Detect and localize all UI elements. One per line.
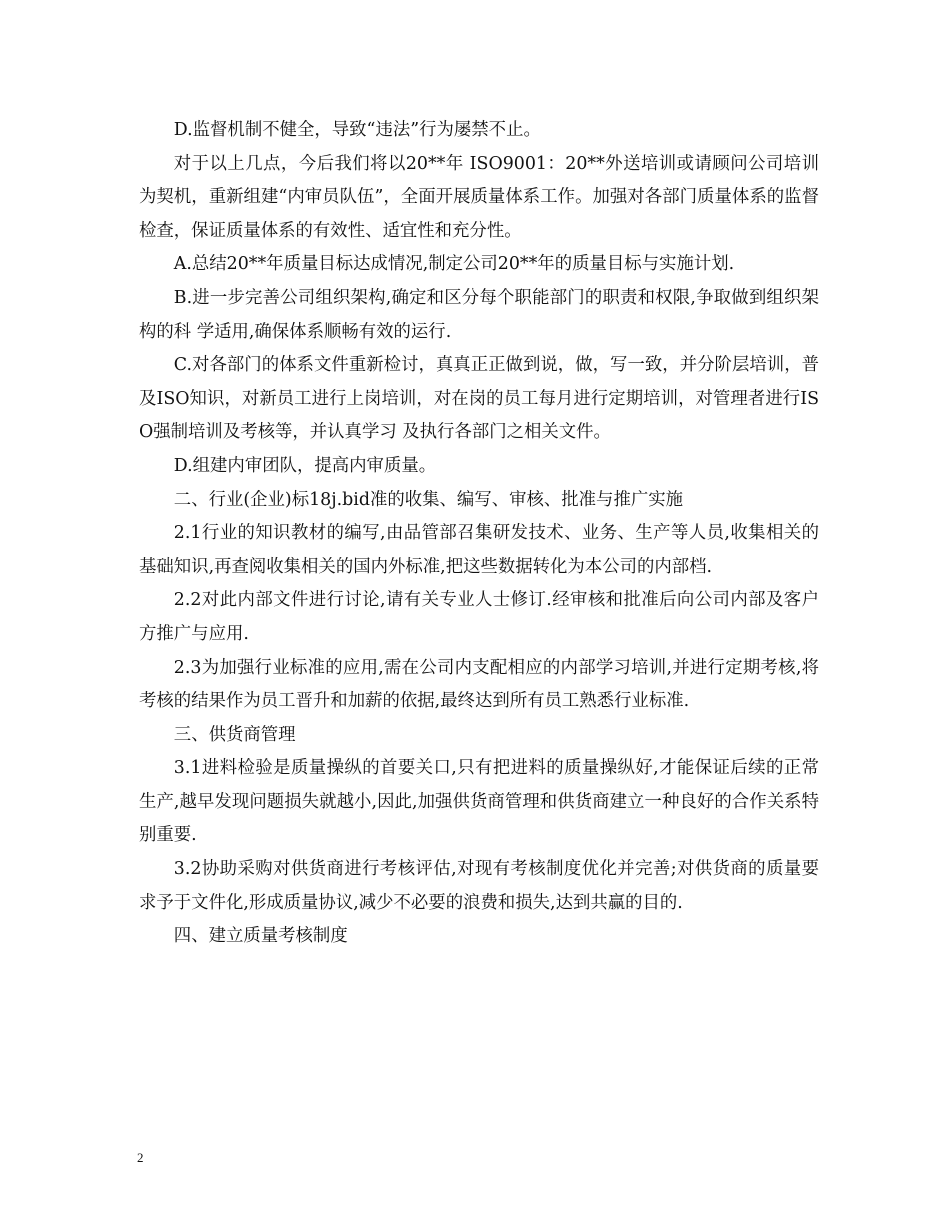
paragraph-2-1: 2.1行业的知识教材的编写,由品管部召集研发技术、业务、生产等人员,收集相关的基础知识,再查阅收集相关的国内外标准,把这些数据转化为本公司的内部档.	[139, 523, 819, 577]
paragraph-6: D.组建内审团队，提高内审质量。	[173, 455, 437, 476]
section-heading-2: 二、行业(企业)标18j.bid准的收集、编写、审核、批准与推广实施	[173, 489, 684, 510]
paragraph-3: A.总结20**年质量目标达成情况,制定公司20**年的质量目标与实施计划.	[173, 254, 735, 275]
page-number: 2	[137, 1150, 144, 1165]
document-body	[139, 114, 819, 954]
paragraph-3-2: 3.2协助采购对供货商进行考核评估,对现有考核制度优化并完善;对供货商的质量要求予于文件化,形成质量协议,减少不必要的浪费和损失,达到共赢的目的.	[139, 859, 819, 913]
section-heading-3: 三、供货商管理	[173, 724, 296, 745]
paragraph-2-3: 2.3为加强行业标准的应用,需在公司内支配相应的内部学习培训,并进行定期考核,将考核的结果作为员工晋升和加薪的依据,最终达到所有员工熟悉行业标准.	[139, 657, 819, 712]
section-heading-4: 四、建立质量考核制度	[173, 926, 348, 947]
paragraph-2: 对于以上几点，今后我们将以20**年 ISO9001：20**外送培训或请顾问公司培训为契机，重新组建“内审员队伍”，全面开展质量体系工作。加强对各部门质量体系的监督检查，保证质量体系的有效性、适宜性和充分性。	[139, 153, 819, 241]
paragraph-5: C.对各部门的体系文件重新检讨，真真正正做到说，做，写一致，并分阶层培训，普及ISO知识，对新员工进行上岗培训，对在岗的员工每月进行定期培训，对管理者进行ISO强制培训及考核等，并认真学习 及执行各部门之相关文件。	[139, 355, 819, 443]
paragraph-3-1: 3.1进料检验是质量操纵的首要关口,只有把进料的质量操纵好,才能保证后续的正常生产,越早发现问题损失就越小,因此,加强供货商管理和供货商建立一种良好的合作关系特别重要.	[139, 758, 819, 846]
paragraph-2-2: 2.2对此内部文件进行讨论,请有关专业人士修订.经审核和批准后向公司内部及客户方推广与应用.	[139, 590, 819, 644]
paragraph-4: B.进一步完善公司组织架构,确定和区分每个职能部门的职责和权限,争取做到组织架构的科 学适用,确保体系顺畅有效的运行.	[139, 287, 819, 342]
paragraph-1: D.监督机制不健全，导致“违法”行为屡禁不止。	[173, 120, 541, 140]
